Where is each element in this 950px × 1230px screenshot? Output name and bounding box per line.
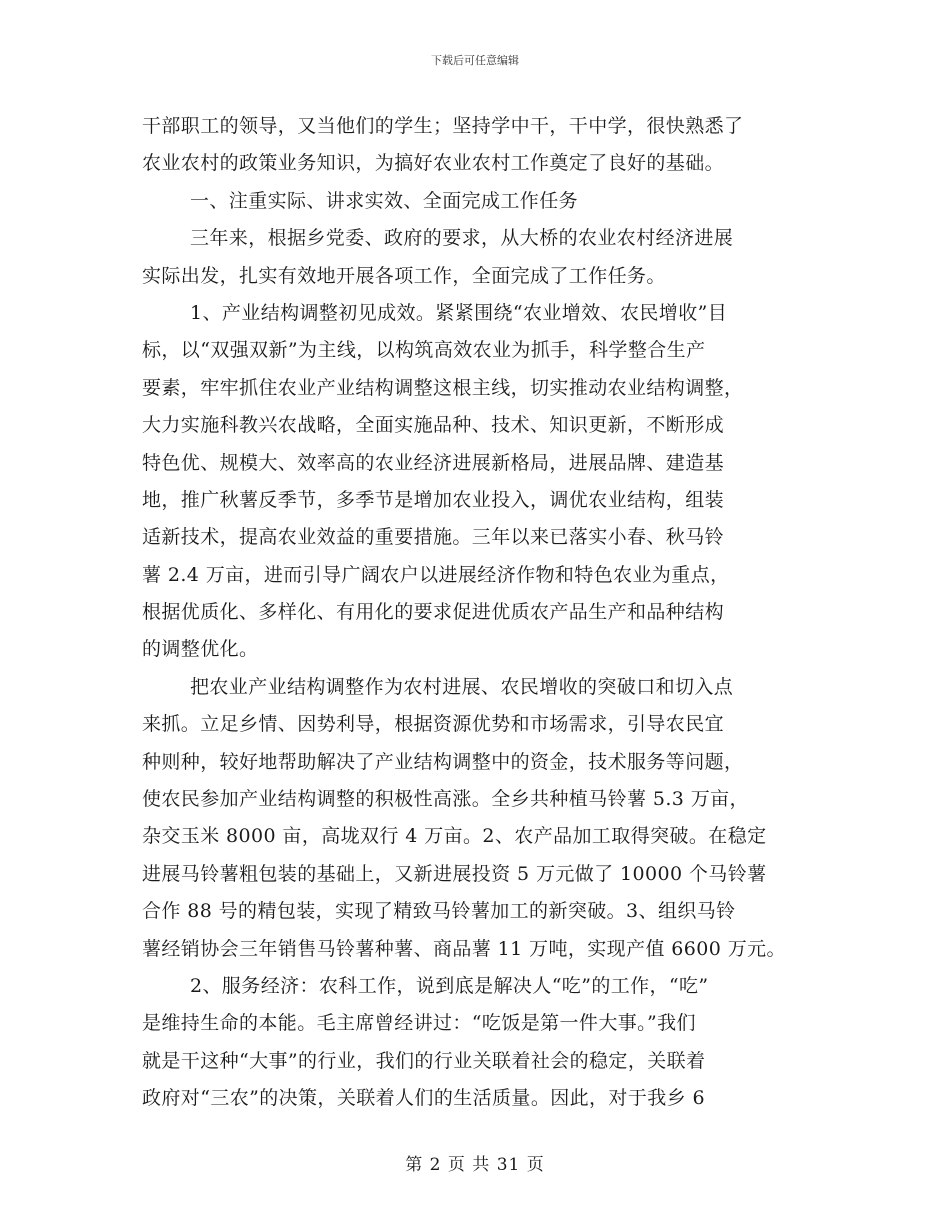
text-line: 适新技术，提高农业效益的重要措施。三年以来已落实小春、秋马铃 xyxy=(142,526,725,549)
text-line: 薯 2.4 万亩，进而引导广阔农户以进展经济作物和特色农业为重点， xyxy=(142,563,730,586)
text-line: 来抓。立足乡情、因势利导，根据资源优势和市场需求，引导农民宜 xyxy=(142,713,725,736)
text-line: 标，以“双强双新”为主线，以构筑高效农业为抓手，科学整合生产 xyxy=(142,339,706,362)
text-line: 进展马铃薯粗包装的基础上，又新进展投资 5 万元做了 10000 个马铃薯 xyxy=(142,862,767,885)
text-line: 要素，牢牢抓住农业产业结构调整这根主线，切实推动农业结构调整， xyxy=(142,376,744,399)
text-line: 实际出发，扎实有效地开展各项工作，全面完成了工作任务。 xyxy=(142,264,666,287)
text-line: 农业农村的政策业务知识，为搞好农业农村工作奠定了良好的基础。 xyxy=(142,152,725,175)
text-line: 大力实施科教兴农战略，全面实施品种、技术、知识更新，不断形成 xyxy=(142,414,725,437)
text-line: 的调整优化。 xyxy=(142,638,259,661)
page-number: 第 2 页 共 31 页 xyxy=(405,1155,545,1175)
text-line: 地，推广秋薯反季节，多季节是增加农业投入，调优农业结构，组装 xyxy=(142,488,725,511)
text-line: 三年来，根据乡党委、政府的要求，从大桥的农业农村经济进展 xyxy=(190,227,734,250)
document-body xyxy=(142,108,822,1118)
text-line: 政府对“三农”的决策，关联着人们的生活质量。因此，对于我乡 6 xyxy=(142,1087,705,1110)
text-line: 特色优、规模大、效率高的农业经济进展新格局，进展品牌、建造基 xyxy=(142,451,725,474)
text-line: 种则种，较好地帮助解决了产业结构调整中的资金，技术服务等问题， xyxy=(142,750,744,773)
text-line: 合作 88 号的精包装，实现了精致马铃薯加工的新突破。3、组织马铃 xyxy=(142,900,736,923)
text-line: 2、服务经济：农科工作，说到底是解决人“吃”的工作，“吃” xyxy=(190,974,709,997)
text-line: 根据优质化、多样化、有用化的要求促进优质农产品生产和品种结构 xyxy=(142,601,725,624)
text-line: 杂交玉米 8000 亩，高垅双行 4 万亩。2、农产品加工取得突破。在稳定 xyxy=(142,825,767,848)
text-line: 就是干这种“大事”的行业，我们的行业关联着社会的稳定，关联着 xyxy=(142,1049,706,1072)
text-line: 是维持生命的本能。毛主席曾经讲过：“吃饭是第一件大事。”我们 xyxy=(142,1012,696,1035)
text-line: 一、注重实际、讲求实效、全面完成工作任务 xyxy=(190,189,579,212)
text-line: 把农业产业结构调整作为农村进展、农民增收的突破口和切入点 xyxy=(190,675,734,698)
text-line: 1、产业结构调整初见成效。紧紧围绕“农业增效、农民增收”目 xyxy=(190,301,728,324)
page-header: 下载后可任意编辑 xyxy=(431,54,519,67)
text-line: 薯经销协会三年销售马铃薯种薯、商品薯 11 万吨，实现产值 6600 万元。 xyxy=(142,937,786,960)
text-line: 干部职工的领导，又当他们的学生；坚持学中干，干中学，很快熟悉了 xyxy=(142,115,744,137)
text-line: 使农民参加产业结构调整的积极性高涨。全乡共种植马铃薯 5.3 万亩， xyxy=(142,788,749,811)
